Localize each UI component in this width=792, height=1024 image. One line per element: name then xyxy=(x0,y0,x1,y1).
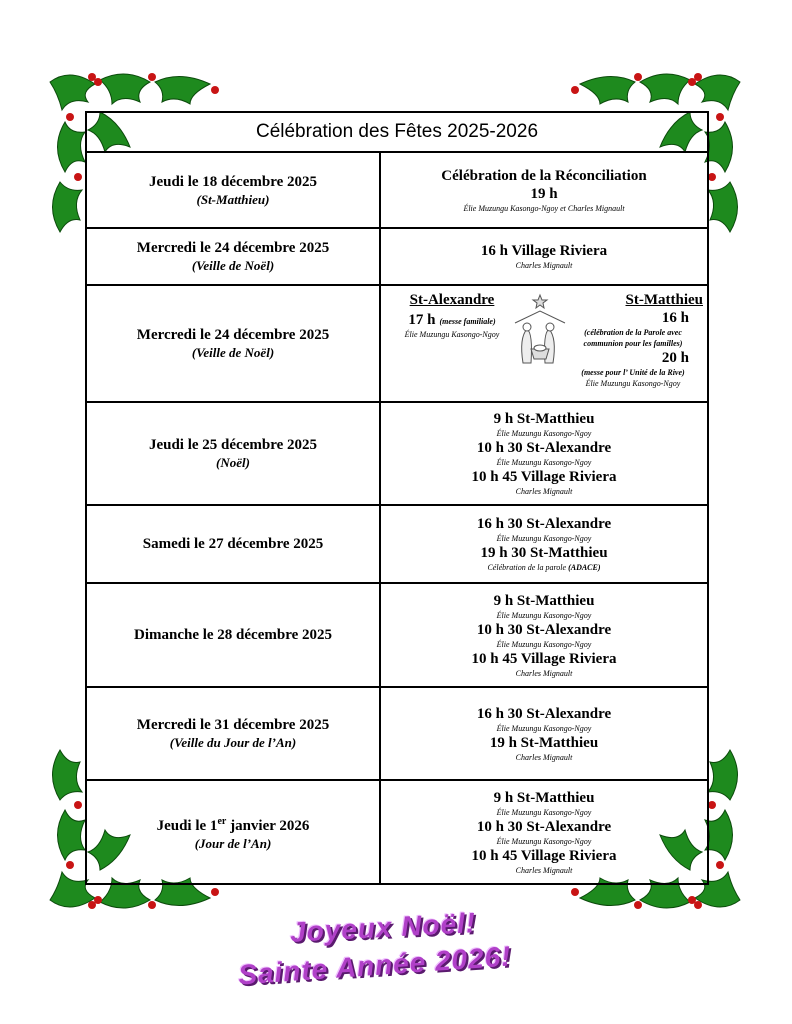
parish-title: St-Alexandre xyxy=(409,291,495,308)
date-cell xyxy=(86,402,380,505)
table-row xyxy=(86,152,708,228)
date-cell xyxy=(86,687,380,780)
date-label-rest: janvier 2026 xyxy=(226,818,310,834)
event-celebrant: Élie Muzungu Kasongo-Ngoy et Charles Mignault xyxy=(463,203,625,213)
event-celebrant: Élie Muzungu Kasongo-Ngoy xyxy=(496,723,592,733)
date-label: Dimanche le 28 décembre 2025 xyxy=(133,626,333,643)
date-sublabel: (Veille du Jour de l’An) xyxy=(169,735,297,750)
event-celebrant: Élie Muzungu Kasongo-Ngoy xyxy=(496,534,592,543)
event-note: (messe pour l’ Unité de la Rive) xyxy=(581,367,685,377)
event-time: 9 h St-Matthieu xyxy=(493,789,595,806)
event-time: 19 h 30 St-Matthieu xyxy=(480,545,608,561)
schedule-table xyxy=(85,111,709,885)
date-cell xyxy=(86,583,380,687)
event-time: 20 h xyxy=(661,349,689,366)
event-note: communion pour les familles) xyxy=(583,338,683,348)
event-celebrant: Élie Muzungu Kasongo-Ngoy xyxy=(404,329,500,339)
events-cell xyxy=(380,402,708,505)
event-time: 17 h xyxy=(408,311,436,328)
event-celebrant: Élie Muzungu Kasongo-Ngoy xyxy=(496,807,592,817)
table-row xyxy=(86,285,708,402)
event-time: 10 h 45 Village Riviera xyxy=(471,469,617,485)
event-time: 10 h 45 Village Riviera xyxy=(471,650,617,667)
table-row xyxy=(86,687,708,780)
date-cell xyxy=(86,285,380,402)
events-cell xyxy=(380,228,708,285)
event-time: 16 h xyxy=(661,309,689,326)
event-time: 16 h Village Riviera xyxy=(480,243,608,259)
date-label: Mercredi le 24 décembre 2025 xyxy=(136,240,330,256)
event-note: (célébration de la Parole avec xyxy=(584,327,682,337)
event-celebrant: Charles Mignault xyxy=(515,668,573,678)
event-celebrant: Charles Mignault xyxy=(515,261,573,270)
event-time: 16 h 30 St-Alexandre xyxy=(476,705,612,722)
date-label-text: Jeudi le 1 xyxy=(156,818,218,834)
events-cell xyxy=(380,285,708,402)
event-celebrant-group: (ADACE) xyxy=(568,563,601,572)
event-time: 9 h St-Matthieu xyxy=(493,411,595,427)
event-title: Célébration de la Réconciliation xyxy=(441,167,647,184)
event-time: 10 h 30 St-Alexandre xyxy=(476,818,612,835)
nativity-scene-icon xyxy=(509,293,571,365)
table-row xyxy=(86,402,708,505)
event-celebrant: Élie Muzungu Kasongo-Ngoy xyxy=(496,639,592,649)
date-ordinal: er xyxy=(217,816,227,827)
events-cell xyxy=(380,780,708,884)
event-time: 16 h 30 St-Alexandre xyxy=(476,516,612,532)
event-celebrant: Charles Mignault xyxy=(515,487,573,496)
date-sublabel: (Noël) xyxy=(216,455,250,470)
split-left xyxy=(387,291,517,340)
date-cell xyxy=(86,228,380,285)
date-cell xyxy=(86,780,380,884)
table-row xyxy=(86,583,708,687)
event-time: 19 h xyxy=(530,185,558,202)
event-celebrant: Charles Mignault xyxy=(515,752,573,762)
date-label: Mercredi le 31 décembre 2025 xyxy=(136,717,330,733)
date-cell xyxy=(86,152,380,228)
events-cell xyxy=(380,687,708,780)
title-row xyxy=(86,112,708,152)
split-events xyxy=(381,287,707,401)
date-sublabel: (Jour de l’An) xyxy=(194,836,272,851)
events-cell xyxy=(380,152,708,228)
greeting-line-2: Sainte Année 2026! xyxy=(237,940,513,991)
date-sublabel: (Veille de Noël) xyxy=(191,345,275,360)
event-time: 19 h St-Matthieu xyxy=(489,734,599,751)
event-note: (messe familiale) xyxy=(439,316,496,326)
table-row xyxy=(86,780,708,884)
event-celebrant: Élie Muzungu Kasongo-Ngoy xyxy=(496,836,592,846)
event-celebrant: Élie Muzungu Kasongo-Ngoy xyxy=(585,378,681,388)
greeting-line-1: Joyeux Noël! xyxy=(289,907,477,948)
event-celebrant: Élie Muzungu Kasongo-Ngoy xyxy=(496,429,592,438)
split-right xyxy=(563,291,703,389)
date-cell xyxy=(86,505,380,583)
event-celebrant: Élie Muzungu Kasongo-Ngoy xyxy=(496,458,592,467)
event-time: 10 h 30 St-Alexandre xyxy=(476,621,612,638)
events-cell xyxy=(380,505,708,583)
date-sublabel: (Veille de Noël) xyxy=(191,258,275,273)
event-celebrant: Charles Mignault xyxy=(515,865,573,875)
event-time: 10 h 30 St-Alexandre xyxy=(476,440,612,456)
event-celebrant: Élie Muzungu Kasongo-Ngoy xyxy=(496,610,592,620)
event-celebrant-text: Célébration de la parole xyxy=(487,563,567,572)
date-label: Mercredi le 24 décembre 2025 xyxy=(136,327,330,343)
page-title: Célébration des Fêtes 2025-2026 xyxy=(86,112,708,152)
table-row xyxy=(86,228,708,285)
date-label: Jeudi le 18 décembre 2025 xyxy=(148,173,318,190)
date-sublabel: (St-Matthieu) xyxy=(196,191,270,207)
table-row xyxy=(86,505,708,583)
date-label xyxy=(87,812,379,836)
parish-title: St-Matthieu xyxy=(625,291,703,308)
events-cell xyxy=(380,583,708,687)
date-label: Samedi le 27 décembre 2025 xyxy=(142,535,324,552)
event-time: 10 h 45 Village Riviera xyxy=(471,847,617,864)
date-label: Jeudi le 25 décembre 2025 xyxy=(148,437,318,453)
event-time: 9 h St-Matthieu xyxy=(493,592,595,609)
event-celebrant xyxy=(381,562,707,573)
